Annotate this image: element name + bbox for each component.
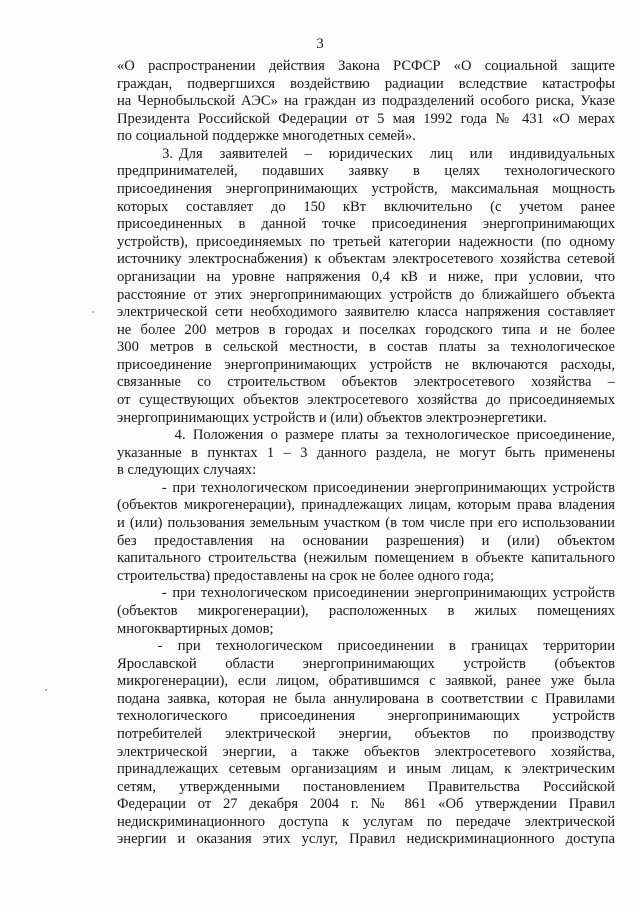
text-line: присоединения энергопринимающих устройств, максимальная мощность <box>117 181 615 198</box>
text-line: энергопринимающих устройств и (или) объектов электроэнергетики. <box>117 409 547 426</box>
text-line: по социальной поддержке многодетных семей». <box>117 128 416 145</box>
text-line: электрической сети необходимого заявителю класса напряжения составляет <box>117 304 615 321</box>
text-line: недискриминационного доступа к услугам по передаче электрической <box>117 813 615 830</box>
text-line: указанные в пунктах 1 – 3 данного раздела, не могут быть применены <box>117 444 615 461</box>
text-line: которых составляет до 150 кВт включительно (с учетом ранее <box>117 198 615 215</box>
text-line: связанные со строительством объектов электросетевого хозяйства – <box>117 374 615 391</box>
text-line: устройств), присоединяемых по третьей категории надежности (по одному <box>117 233 615 250</box>
text-line: - при технологическом присоединении энергопринимающих устройств <box>117 585 615 602</box>
text-line: и (или) пользования земельным участком (в том числе при его использовании <box>117 515 615 532</box>
text-line: (объектов микрогенерации), принадлежащих лицам, которым права владения <box>117 497 615 514</box>
document-body <box>117 58 615 849</box>
text-line: 3. Для заявителей – юридических лиц или индивидуальных <box>117 145 615 162</box>
text-line: сетям, утвержденными постановлением Правительства Российской <box>117 778 615 795</box>
text-line: капитального строительства (нежилым помещением в объекте капитального <box>117 550 615 567</box>
text-line: Федерации от 27 декабря 2004 г. № 861 «Об утверждении Правил <box>117 796 615 813</box>
text-line: «О распространении действия Закона РСФСР «О социальной защите <box>117 58 615 74</box>
scan-speck <box>92 311 94 313</box>
text-line: 4. Положения о размере платы за технологическое присоединение, <box>117 427 615 444</box>
text-line: технологического присоединения энергопринимающих устройств <box>117 708 615 725</box>
text-line: энергии и оказания этих услуг, Правил недискриминационного доступа <box>117 831 615 848</box>
text-line: от существующих объектов электросетевого хозяйства до присоединяемых <box>117 391 615 408</box>
text-line: без предоставления на основании разрешения) и (или) объектом <box>117 532 615 549</box>
text-line: присоединенных в данной точке присоединения энергопринимающих <box>117 216 615 233</box>
text-line: - при технологическом присоединении энергопринимающих устройств <box>117 479 615 496</box>
text-line: в следующих случаях: <box>117 462 257 479</box>
text-line: Ярославской области энергопринимающих устройств (объектов <box>117 655 615 672</box>
text-line: строительства) предоставлены на срок не более одного года; <box>117 567 495 584</box>
text-line: организации на уровне напряжения 0,4 кВ и ниже, при условии, что <box>117 268 615 285</box>
text-line: граждан, подвергшихся воздействию радиации вследствие катастрофы <box>117 75 615 92</box>
text-line: многоквартирных домов; <box>117 620 274 637</box>
text-line: подана заявка, которая не была аннулирована в соответствии с Правилами <box>117 690 615 707</box>
text-line: - при технологическом присоединении в границах территории <box>117 638 615 655</box>
scan-speck <box>45 689 47 691</box>
text-line: расстояние от этих энергопринимающих устройств до ближайшего объекта <box>117 286 615 303</box>
text-line: на Чернобыльской АЭС» на граждан из подразделений особого риска, Указе <box>117 93 615 110</box>
text-line: потребителей электрической энергии, объектов по производству <box>117 725 615 742</box>
text-line: Президента Российской Федерации от 5 мая 1992 года № 431 «О мерах <box>117 110 615 127</box>
text-line: микрогенерации), если лицом, обратившимся с заявкой, ранее уже была <box>117 673 615 690</box>
text-line: предпринимателей, подавших заявку в целях технологического <box>117 163 615 180</box>
text-line: не более 200 метров в городах и поселках городского типа и не более <box>117 321 615 338</box>
text-line: источнику электроснабжения) к объектам электросетевого хозяйства сетевой <box>117 251 615 268</box>
page-number: 3 <box>316 36 324 52</box>
text-line: 300 метров в сельской местности, в состав платы за технологическое <box>117 339 615 356</box>
text-line: принадлежащих сетевым организациям и иным лицам, к электрическим <box>117 761 615 778</box>
text-line: присоединение энергопринимающих устройств не включаются расходы, <box>117 356 615 373</box>
text-line: электрической энергии, а также объектов электросетевого хозяйства, <box>117 743 615 760</box>
text-line: (объектов микрогенерации), расположенных в жилых помещениях <box>117 602 615 619</box>
